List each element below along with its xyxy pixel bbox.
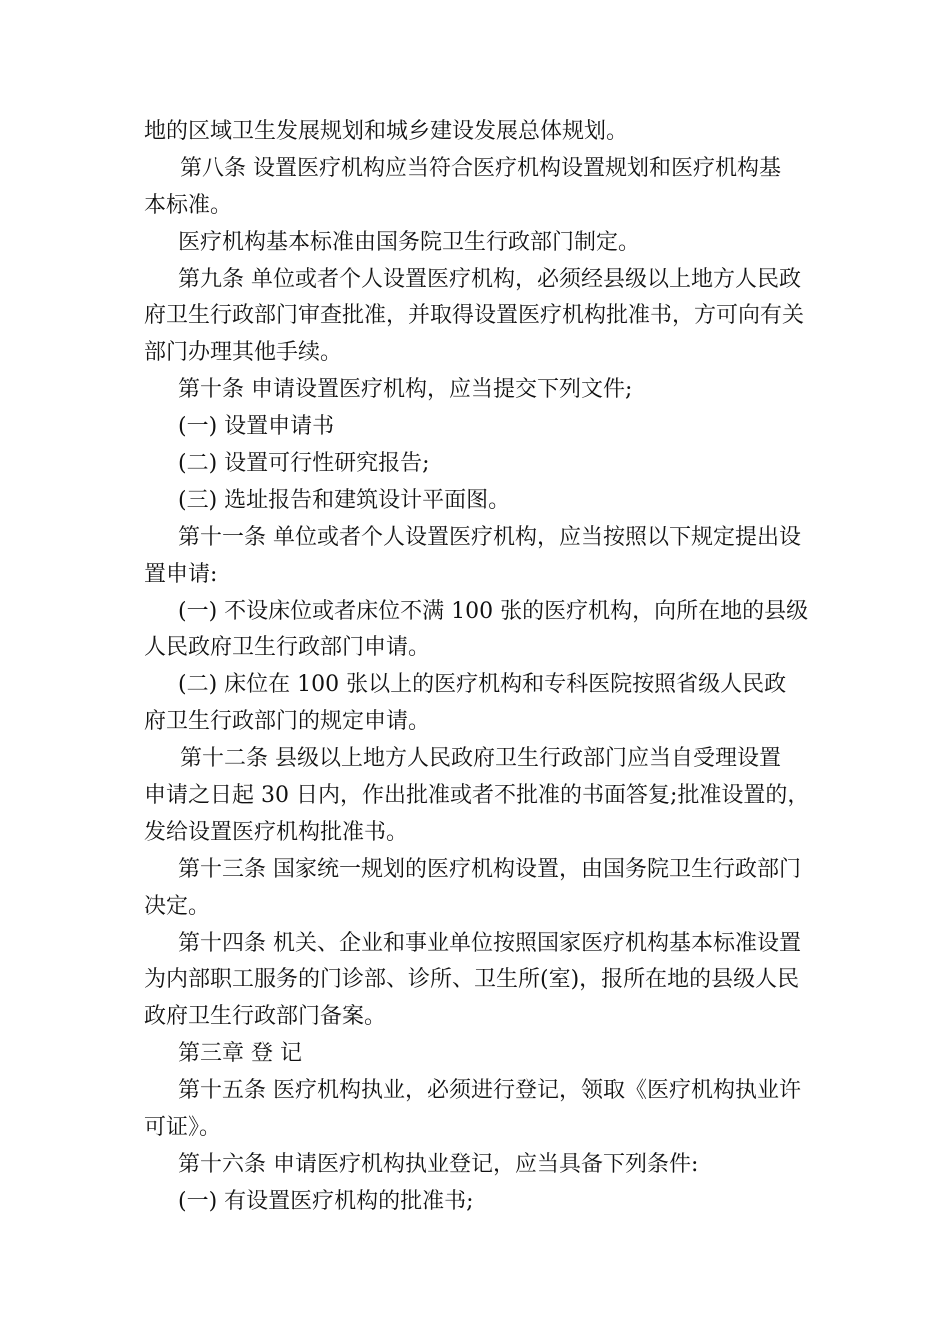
list-item: (三) 选址报告和建筑设计平面图。 [178,487,511,513]
text-line: 地的区域卫生发展规划和城乡建设发展总体规划。 [144,119,629,144]
text-line: 决定。 [144,893,211,919]
text-line: 本标准。 [144,192,233,218]
text-line: 发给设置医疗机构批准书。 [144,819,409,845]
article-10-heading: 第十条 申请设置医疗机构，应当提交下列文件; [178,377,633,403]
text-line: 医疗机构基本标准由国务院卫生行政部门制定。 [178,229,641,255]
list-item: (一) 有设置医疗机构的批准书; [178,1188,474,1214]
list-item: (一) 不设床位或者床位不满 100 张的医疗机构，向所在地的县级 [178,598,809,624]
text-line: 府卫生行政部门审查批准，并取得设置医疗机构批准书，方可向有关 [144,303,805,329]
article-15-heading: 第十五条 医疗机构执业，必须进行登记，领取《医疗机构执业许 [178,1078,801,1104]
article-14-heading: 第十四条 机关、企业和事业单位按照国家医疗机构基本标准设置 [178,930,801,956]
chapter-3-heading: 第三章 登 记 [178,1041,302,1067]
article-13-heading: 第十三条 国家统一规划的医疗机构设置，由国务院卫生行政部门 [178,856,801,882]
text-line: 部门办理其他手续。 [144,340,343,366]
text-line: 申请之日起 30 日内，作出批准或者不批准的书面答复;批准设置的， [144,783,810,809]
list-item: (二) 床位在 100 张以上的医疗机构和专科医院按照省级人民政 [178,672,787,698]
article-8-heading: 第八条 设置医疗机构应当符合医疗机构设置规划和医疗机构基 [180,155,781,181]
text-line: 可证》。 [144,1115,222,1141]
text-line: 为内部职工服务的门诊部、诊所、卫生所(室)，报所在地的县级人民 [144,967,800,993]
article-12-heading: 第十二条 县级以上地方人民政府卫生行政部门应当自受理设置 [180,746,781,772]
list-item: (一) 设置申请书 [178,414,335,440]
document-body [144,114,812,1221]
article-9-heading: 第九条 单位或者个人设置医疗机构，必须经县级以上地方人民政 [178,266,801,292]
text-line: 府卫生行政部门的规定申请。 [144,709,431,735]
text-line: 人民政府卫生行政部门申请。 [144,635,431,661]
text-line: 政府卫生行政部门备案。 [144,1004,387,1030]
list-item: (二) 设置可行性研究报告; [178,451,430,477]
article-16-heading: 第十六条 申请医疗机构执业登记，应当具备下列条件: [178,1151,699,1177]
article-11-heading: 第十一条 单位或者个人设置医疗机构，应当按照以下规定提出设 [178,524,801,550]
text-line: 置申请: [144,561,218,587]
